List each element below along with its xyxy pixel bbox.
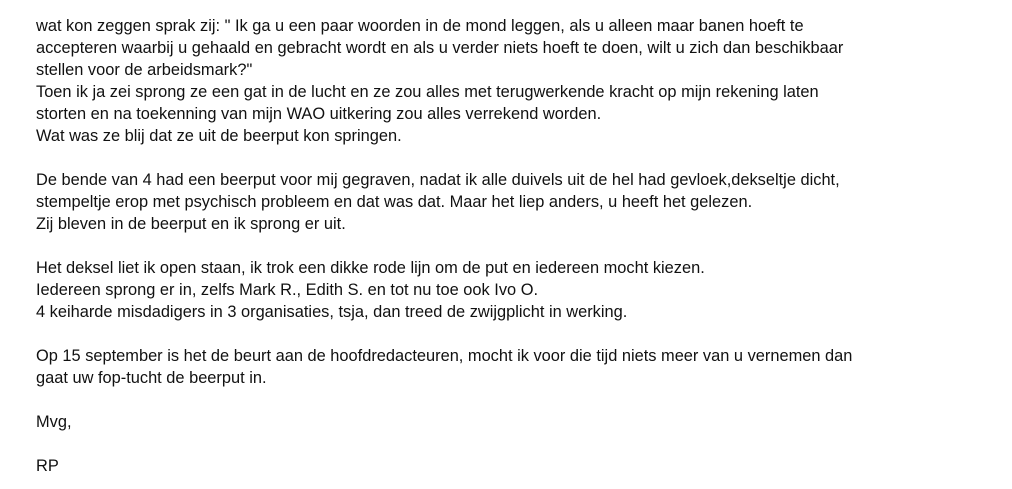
text-line-1: wat kon zeggen sprak zij: " Ik ga u een paar woorden in de mond leggen, als u alleen maar banen hoeft te [36,17,804,35]
paragraph-gap [36,323,996,345]
paragraph-gap [36,235,996,257]
signature-initials: RP [36,457,59,475]
text-line-4: Toen ik ja zei sprong ze een gat in de lucht en ze zou alles met terugwerkende kracht op mijn rekening laten [36,83,819,101]
text-line-13: Iedereen sprong er in, zelfs Mark R., Edith S. en tot nu toe ook Ivo O. [36,281,538,299]
text-line-12: Het deksel liet ik open staan, ik trok een dikke rode lijn om de put en iedereen mocht kiezen. [36,259,705,277]
text-line-8: De bende van 4 had een beerput voor mij gegraven, nadat ik alle duivels uit de hel had gevloek,dekseltje dicht, [36,171,840,189]
closing-salutation: Mvg, [36,413,72,431]
text-line-9: stempeltje erop met psychisch probleem en dat was dat. Maar het liep anders, u heeft het gelezen. [36,193,753,211]
text-line-17: gaat uw fop-tucht de beerput in. [36,369,267,387]
paragraph-gap [36,433,996,455]
text-line-10: Zij bleven in de beerput en ik sprong er uit. [36,215,346,233]
text-line-6: Wat was ze blij dat ze uit de beerput kon springen. [36,127,402,145]
paragraph-gap [36,389,996,411]
text-line-2: accepteren waarbij u gehaald en gebracht wordt en als u verder niets hoeft te doen, wilt u zich dan beschikbaar [36,39,844,57]
paragraph-gap [36,147,996,169]
text-line-5: storten en na toekenning van mijn WAO uitkering zou alles verrekend worden. [36,105,602,123]
text-line-3: stellen voor de arbeidsmark?" [36,61,253,79]
letter-body [36,15,996,477]
text-line-16: Op 15 september is het de beurt aan de hoofdredacteuren, mocht ik voor die tijd niets meer van u vernemen dan [36,347,853,365]
text-line-14: 4 keiharde misdadigers in 3 organisaties, tsja, dan treed de zwijgplicht in werking. [36,303,628,321]
